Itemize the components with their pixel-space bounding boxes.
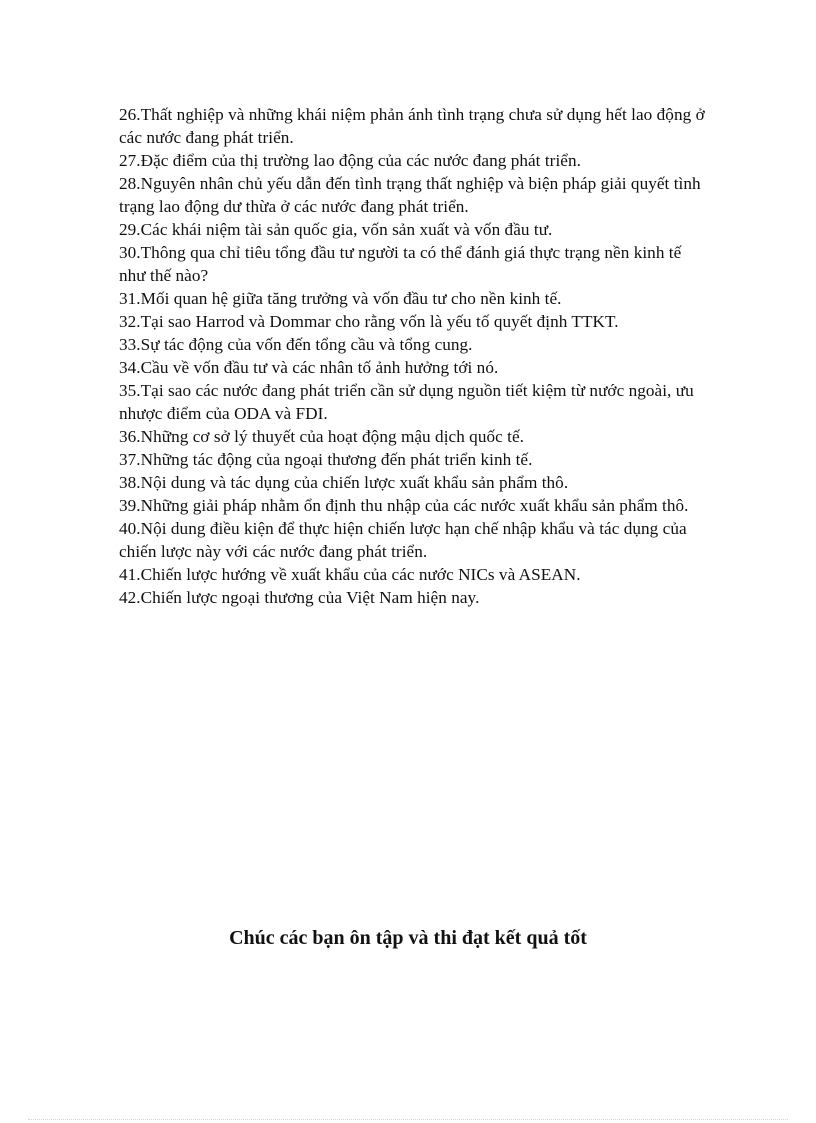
question-30: 30.Thông qua chỉ tiêu tổng đầu tư người ta có thể đánh giá thực trạng nền kinh tế như thế nào? <box>119 243 682 285</box>
question-27: 27.Đặc điểm của thị trường lao động của các nước đang phát triển. <box>119 151 581 170</box>
question-31: 31.Mối quan hệ giữa tăng trưởng và vốn đầu tư cho nền kinh tế. <box>119 289 562 308</box>
question-41: 41.Chiến lược hướng về xuất khẩu của các nước NICs và ASEAN. <box>119 565 581 584</box>
question-42: 42.Chiến lược ngoại thương của Việt Nam hiện nay. <box>119 588 480 607</box>
question-32: 32.Tại sao Harrod và Dommar cho rằng vốn là yếu tố quyết định TTKT. <box>119 312 619 331</box>
question-33: 33.Sự tác động của vốn đến tổng cầu và tổng cung. <box>119 335 473 354</box>
closing-message: Chúc các bạn ôn tập và thi đạt kết quả tốt <box>229 927 587 949</box>
question-35: 35.Tại sao các nước đang phát triển cần sử dụng nguồn tiết kiệm từ nước ngoài, ưu nhược điểm của ODA và FDI. <box>119 381 694 423</box>
question-36: 36.Những cơ sở lý thuyết của hoạt động mậu dịch quốc tế. <box>119 427 524 446</box>
question-29: 29.Các khái niệm tài sản quốc gia, vốn sản xuất và vốn đầu tư. <box>119 220 553 239</box>
question-40: 40.Nội dung điều kiện để thực hiện chiến lược hạn chế nhập khẩu và tác dụng của chiến lược này với các nước đang phát triển. <box>119 519 687 561</box>
question-28: 28.Nguyên nhân chủ yếu dẫn đến tình trạng thất nghiệp và biện pháp giải quyết tình trạng lao động dư thừa ở các nước đang phát triển. <box>119 174 701 216</box>
question-37: 37.Những tác động của ngoại thương đến phát triển kinh tế. <box>119 450 533 469</box>
question-38: 38.Nội dung và tác dụng của chiến lược xuất khẩu sản phẩm thô. <box>119 473 569 492</box>
question-39: 39.Những giải pháp nhằm ổn định thu nhập của các nước xuất khẩu sản phẩm thô. <box>119 496 689 515</box>
question-26: 26.Thất nghiệp và những khái niệm phản ánh tình trạng chưa sử dụng hết lao động ở các nước đang phát triển. <box>119 105 705 147</box>
page-bottom-border <box>28 1119 788 1120</box>
question-list <box>119 103 709 609</box>
question-34: 34.Cầu về vốn đầu tư và các nhân tố ảnh hưởng tới nó. <box>119 358 499 377</box>
